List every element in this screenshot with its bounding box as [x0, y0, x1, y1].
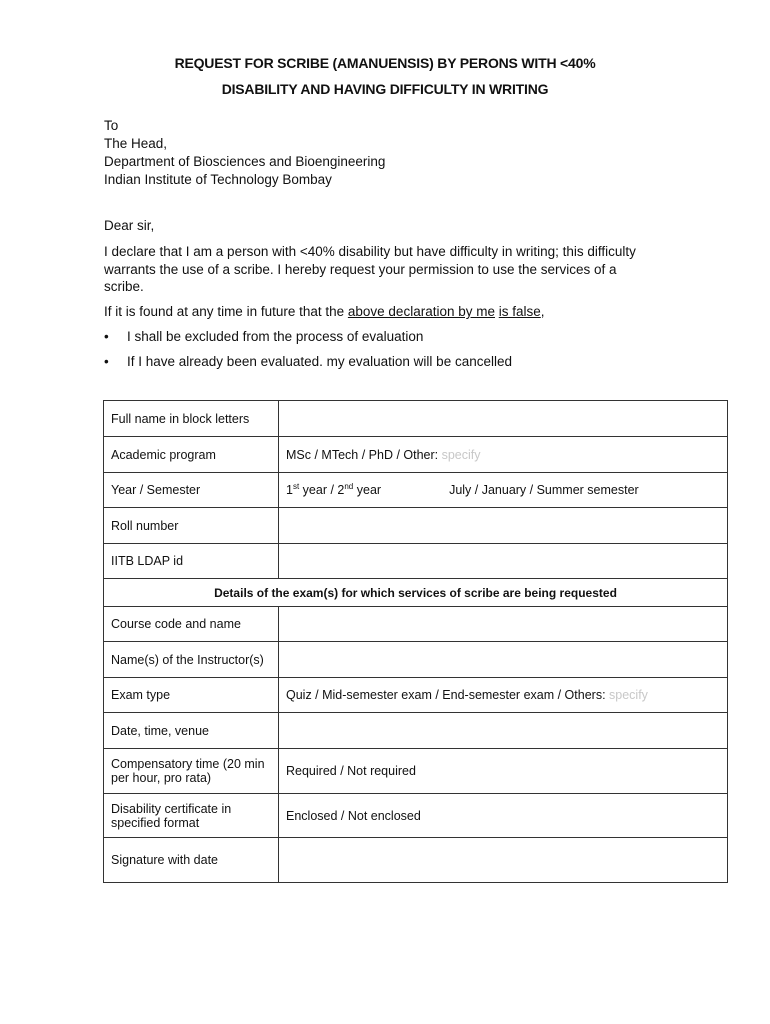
table-row	[104, 794, 728, 838]
condition-underlined-1: above declaration by me	[347, 304, 495, 319]
program-specify-placeholder[interactable]: specify	[441, 447, 481, 462]
full-name-field[interactable]	[279, 401, 728, 437]
program-label: Academic program	[104, 437, 279, 473]
program-field[interactable]	[279, 437, 728, 473]
table-row	[104, 437, 728, 473]
course-label: Course code and name	[104, 607, 279, 642]
bullet-icon: •	[104, 329, 109, 344]
salutation: Dear sir,	[104, 218, 155, 233]
list-item	[104, 353, 512, 378]
instructor-label: Name(s) of the Instructor(s)	[104, 642, 279, 678]
exam-type-field[interactable]	[279, 678, 728, 713]
certificate-field[interactable]: Enclosed / Not enclosed	[279, 794, 728, 838]
course-field[interactable]	[279, 607, 728, 642]
address-to: To	[104, 118, 119, 133]
condition-start: If it is found at any time in future that the	[104, 304, 348, 319]
bullet-text: If I have already been evaluated. my evaluation will be cancelled	[127, 354, 512, 369]
year-semester-label: Year / Semester	[104, 473, 279, 508]
instructor-field[interactable]	[279, 642, 728, 678]
semester-options: July / January / Summer semester	[449, 483, 639, 497]
date-time-venue-label: Date, time, venue	[104, 713, 279, 749]
date-time-venue-field[interactable]	[279, 713, 728, 749]
condition-underlined-2: is false	[498, 304, 541, 319]
exam-details-header: Details of the exam(s) for which services of scribe are being requested	[104, 579, 728, 607]
address-institute: Indian Institute of Technology Bombay	[104, 172, 332, 187]
compensatory-time-field[interactable]: Required / Not required	[279, 749, 728, 794]
exam-type-label: Exam type	[104, 678, 279, 713]
form-title-line-2: DISABILITY AND HAVING DIFFICULTY IN WRITING	[221, 81, 549, 97]
table-row	[104, 678, 728, 713]
table-row	[104, 713, 728, 749]
roll-number-field[interactable]	[279, 508, 728, 544]
condition-paragraph	[104, 303, 545, 321]
table-row	[104, 544, 728, 579]
program-options: MSc / MTech / PhD / Other:	[286, 447, 442, 462]
condition-end: ,	[540, 304, 545, 319]
table-row	[104, 838, 728, 883]
exam-type-specify-placeholder[interactable]: specify	[609, 688, 648, 702]
table-row	[104, 579, 728, 607]
exam-type-options: Quiz / Mid-semester exam / End-semester exam / Others:	[286, 688, 610, 702]
certificate-label: Disability certificate in specified format	[104, 794, 279, 838]
address-head: The Head,	[104, 136, 168, 151]
bullet-text: I shall be excluded from the process of evaluation	[127, 329, 424, 344]
consequence-list	[104, 328, 512, 378]
table-row	[104, 749, 728, 794]
address-block	[104, 117, 385, 189]
compensatory-time-label: Compensatory time (20 min per hour, pro rata)	[104, 749, 279, 794]
table-row	[104, 401, 728, 437]
full-name-label: Full name in block letters	[104, 401, 279, 437]
address-department: Department of Biosciences and Bioengineering	[104, 154, 386, 169]
table-row	[104, 473, 728, 508]
declaration-paragraph: I declare that I am a person with <40% disability but have difficulty in writing; this difficulty warrants the use of a scribe. I hereby request your permission to use the services of a scribe.	[104, 244, 636, 294]
form-title-line-1: REQUEST FOR SCRIBE (AMANUENSIS) BY PERONS WITH <40%	[174, 55, 596, 71]
roll-number-label: Roll number	[104, 508, 279, 544]
table-row	[104, 508, 728, 544]
request-form-table	[103, 400, 728, 883]
year-options: 1st year / 2nd year	[286, 481, 382, 497]
signature-field[interactable]	[279, 838, 728, 883]
ldap-id-field[interactable]	[279, 544, 728, 579]
ldap-id-label: IITB LDAP id	[104, 544, 279, 579]
bullet-icon: •	[104, 354, 109, 369]
year-semester-field[interactable]	[279, 473, 728, 508]
table-row	[104, 607, 728, 642]
signature-label: Signature with date	[104, 838, 279, 883]
table-row	[104, 642, 728, 678]
list-item	[104, 328, 512, 353]
